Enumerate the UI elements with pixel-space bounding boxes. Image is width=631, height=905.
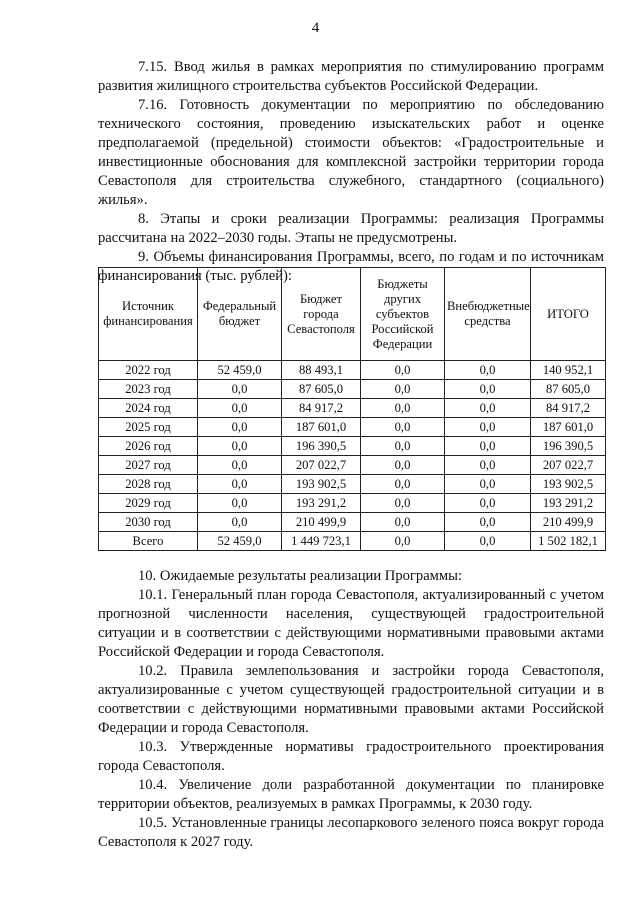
table-cell: 0,0	[361, 380, 445, 399]
paragraph-10-2: 10.2. Правила землепользования и застройки города Севастополя, актуализированные с учетом существующей градостроительной ситуации и в соответствии с действующими нормативными правовыми актами Российской Федерации и города Севастополя.	[98, 663, 604, 736]
table-cell: 0,0	[198, 456, 282, 475]
table-cell: 0,0	[361, 456, 445, 475]
header-federal: Федеральный бюджет	[198, 268, 282, 361]
paragraph-8: 8. Этапы и сроки реализации Программы: реализация Программы рассчитана на 2022–2030 годы. Этапы не предусмотрены.	[98, 211, 604, 246]
table-cell: 0,0	[361, 418, 445, 437]
table-cell: 2024 год	[99, 399, 198, 418]
table-cell: 2030 год	[99, 513, 198, 532]
table-row	[99, 475, 606, 494]
table-cell: 0,0	[361, 513, 445, 532]
table-cell: 0,0	[445, 380, 531, 399]
table-row	[99, 380, 606, 399]
table-cell: Всего	[99, 532, 198, 551]
table-cell: 187 601,0	[531, 418, 606, 437]
table-cell: 52 459,0	[198, 532, 282, 551]
table-cell: 193 902,5	[531, 475, 606, 494]
header-total: ИТОГО	[531, 268, 606, 361]
table-cell: 87 605,0	[531, 380, 606, 399]
text-block-top	[98, 58, 604, 286]
header-other-subjects: Бюджеты других субъектов Российской Федерации	[361, 268, 445, 361]
table-cell: 0,0	[198, 513, 282, 532]
table-cell: 0,0	[361, 494, 445, 513]
table-cell: 207 022,7	[531, 456, 606, 475]
paragraph-7-16: 7.16. Готовность документации по мероприятию по обследованию технического состояния, проведению изыскательских работ и оценке предполагаемой (предельной) стоимости объектов: «Градостроительные и инвестиционные обоснования для комплексной застройки территории города Севастополя для строительства служебного, стандартного (социального) жилья».	[98, 97, 604, 208]
table-cell: 2026 год	[99, 437, 198, 456]
table-cell: 2027 год	[99, 456, 198, 475]
paragraph-10-4: 10.4. Увеличение доли разработанной документации по планировке территории объектов, реализуемых в рамках Программы, к 2030 году.	[98, 777, 604, 812]
table-body	[99, 361, 606, 551]
table-cell: 0,0	[445, 418, 531, 437]
table-cell: 2025 год	[99, 418, 198, 437]
table-row	[99, 513, 606, 532]
table-cell: 1 449 723,1	[282, 532, 361, 551]
table-cell: 193 291,2	[282, 494, 361, 513]
text-block-bottom	[98, 567, 604, 852]
table-cell: 0,0	[198, 437, 282, 456]
table-cell: 187 601,0	[282, 418, 361, 437]
table-cell: 193 291,2	[531, 494, 606, 513]
table-cell: 140 952,1	[531, 361, 606, 380]
header-extrabudgetary: Внебюджетные средства	[445, 268, 531, 361]
table-cell: 0,0	[445, 456, 531, 475]
paragraph-9: 9. Объемы финансирования Программы, всего, по годам и по источникам финансирования (тыс. рублей):	[98, 249, 604, 284]
table-cell: 52 459,0	[198, 361, 282, 380]
page-number: 4	[311, 20, 320, 36]
table-cell: 2028 год	[99, 475, 198, 494]
table-row	[99, 418, 606, 437]
table-cell: 0,0	[198, 380, 282, 399]
table-cell: 84 917,2	[531, 399, 606, 418]
table-cell: 210 499,9	[531, 513, 606, 532]
table-cell: 88 493,1	[282, 361, 361, 380]
table-cell: 0,0	[361, 399, 445, 418]
table-cell: 2023 год	[99, 380, 198, 399]
table-cell: 0,0	[361, 437, 445, 456]
table-cell: 210 499,9	[282, 513, 361, 532]
paragraph-10: 10. Ожидаемые результаты реализации Программы:	[138, 568, 462, 584]
table-cell: 0,0	[445, 494, 531, 513]
table-cell: 0,0	[445, 475, 531, 494]
table-row	[99, 437, 606, 456]
table-cell: 0,0	[198, 475, 282, 494]
paragraph-10-5: 10.5. Установленные границы лесопаркового зеленого пояса вокруг города Севастополя к 2027 году.	[98, 815, 604, 850]
table-cell: 196 390,5	[282, 437, 361, 456]
table-cell: 0,0	[445, 513, 531, 532]
table-cell: 0,0	[361, 475, 445, 494]
table-row	[99, 456, 606, 475]
table-cell: 193 902,5	[282, 475, 361, 494]
table-row	[99, 494, 606, 513]
table-cell: 0,0	[198, 399, 282, 418]
table-cell: 2029 год	[99, 494, 198, 513]
paragraph-10-1: 10.1. Генеральный план города Севастополя, актуализированный с учетом прогнозной численности населения, существующей градостроительной ситуации и в соответствии с действующими нормативными правовыми актами Российской Федерации и города Севастополя.	[98, 587, 604, 660]
table-cell: 0,0	[361, 361, 445, 380]
table-cell: 87 605,0	[282, 380, 361, 399]
table-cell: 207 022,7	[282, 456, 361, 475]
financing-table	[98, 267, 606, 551]
header-source: Источник финансирования	[99, 268, 198, 361]
header-sevastopol: Бюджет города Севастополя	[282, 268, 361, 361]
table-cell: 0,0	[445, 361, 531, 380]
table-row	[99, 399, 606, 418]
table-row	[99, 532, 606, 551]
table-cell: 0,0	[198, 418, 282, 437]
table-cell: 0,0	[361, 532, 445, 551]
table-header-row	[99, 268, 606, 361]
table-row	[99, 361, 606, 380]
table-cell: 0,0	[445, 437, 531, 456]
table-cell: 196 390,5	[531, 437, 606, 456]
table-cell: 1 502 182,1	[531, 532, 606, 551]
table-cell: 0,0	[198, 494, 282, 513]
paragraph-10-3: 10.3. Утвержденные нормативы градостроительного проектирования города Севастополя.	[98, 739, 604, 774]
paragraph-7-15: 7.15. Ввод жилья в рамках мероприятия по стимулированию программ развития жилищного строительства субъектов Российской Федерации.	[98, 59, 604, 94]
table-cell: 0,0	[445, 399, 531, 418]
table-cell: 84 917,2	[282, 399, 361, 418]
table-cell: 2022 год	[99, 361, 198, 380]
table-cell: 0,0	[445, 532, 531, 551]
